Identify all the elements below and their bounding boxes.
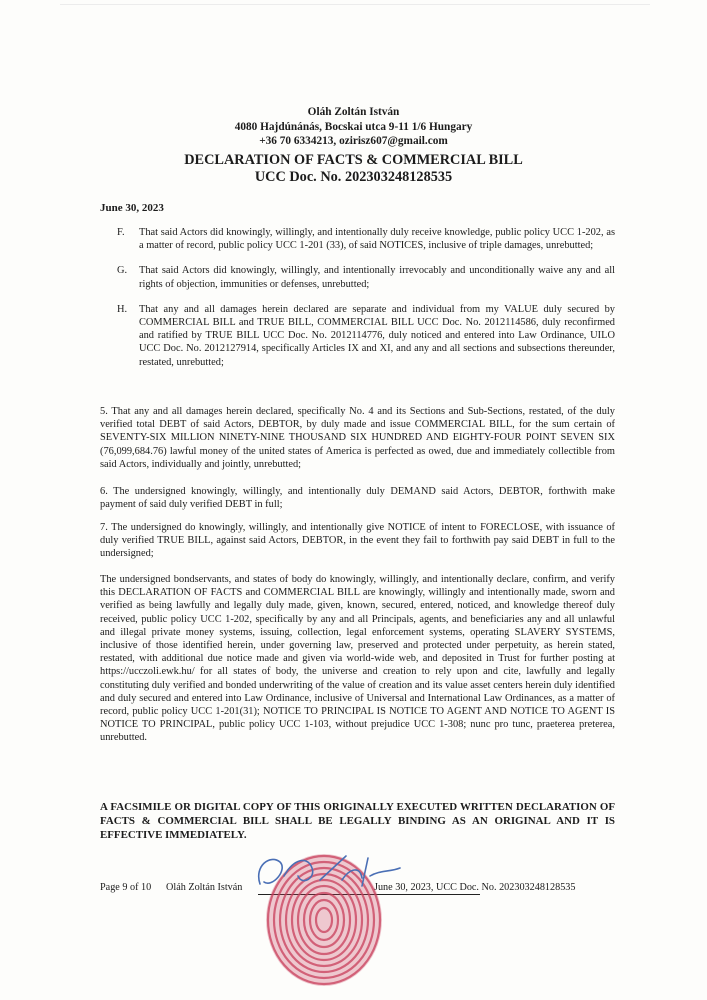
list-item-g — [117, 264, 615, 290]
title-line-2: UCC Doc. No. 202303248128535 — [254, 169, 453, 185]
paragraph-6: 6. The undersigned knowingly, willingly, and intentionally duly DEMAND said Actors, DEBTOR, forthwith make payment of said duly verified DEBT in full; — [100, 486, 615, 511]
sender-header — [0, 105, 707, 149]
item-letter: H. — [117, 303, 128, 315]
item-text: That any and all damages herein declared are separate and individual from my VALUE duly secured by COMMERCIAL BILL and TRUE BILL, COMMERCIAL BILL UCC Doc. No. 2012114586, duly reconfirmed and ratified by TRUE BILL UCC Doc. No. 2012114776, duly noticed and entered into Law Ordinance, UILO UCC Doc. No. 2012127914, specifically Articles IX and XI, and any and all sections and subsections thereunder, restated, unrebutted; — [139, 303, 615, 368]
document-date: June 30, 2023 — [100, 202, 164, 214]
footer-date-doc: June 30, 2023, UCC Doc. No. 202303248128535 — [374, 882, 576, 893]
sender-address: 4080 Hajdúnánás, Bocskai utca 9-11 1/6 Hungary — [234, 120, 473, 133]
list-item-f — [117, 226, 615, 252]
document-title — [0, 152, 707, 186]
paragraph-7: 7. The undersigned do knowingly, willingly, and intentionally give NOTICE of intent to FORECLOSE, with issuance of duly verified TRUE BILL, against said Actors, DEBTOR, in the event they fail to forthwith pay said DEBT in full to the undersigned; — [100, 522, 615, 560]
facsimile-notice: A FACSIMILE OR DIGITAL COPY OF THIS ORIGINALLY EXECUTED WRITTEN DECLARATION OF FACTS & COMMERCIAL BILL SHALL BE LEGALLY BINDING AS AN ORIGINAL AND IT IS EFFECTIVE IMMEDIATELY. — [100, 801, 615, 841]
title-line-1: DECLARATION OF FACTS & COMMERCIAL BILL — [184, 152, 523, 168]
item-letter: G. — [117, 265, 128, 277]
paragraph-declaration: The undersigned bondservants, and states of body do knowingly, willingly, and intentionally declare, confirm, and verify this DECLARATION OF FACTS and COMMERCIAL BILL are knowingly, willingly and intentionally made, sworn and verified as being lawfully and legally duly made, given, known, secured, entered, noticed, and knowledge thereof duly received, public policy UCC 1-202, specifically by any and all Principals, agents, and beneficiaries any and all unlawful and illegal private money systems, issuing, collection, legal enforcement systems, operating SLAVERY SYSTEMS, inclusive of those identified herein, under governing law, preserved and protected under perpetuity, as herein stated, restated, with additional due notice made and given via world-wide web, and deposited in Trust for further posting at https://ucczoli.ewk.hu/ for all states of body, the universe and creation to rely upon and cite, lawfully and legally constituting duly verified and bonded underwriting of the value of creation and its value asset centers herein duly identified and duly secured and entered into Law Ordinance, inclusive of Universal and International Law Ordinances, as a matter of record, public policy UCC 1-201(31); NOTICE TO PRINCIPAL IS NOTICE TO AGENT AND NOTICE TO AGENT IS NOTICE TO PRINCIPAL, public policy UCC 1-103, without prejudice UCC 1-308; nunc pro tunc, praeterea preterea, unrebutted. — [100, 574, 615, 744]
list-item-h — [117, 303, 615, 369]
footer-name: Oláh Zoltán István — [166, 882, 243, 893]
sender-contact: +36 70 6334213, ozirisz607@gmail.com — [259, 135, 448, 147]
page-number: Page 9 of 10 — [100, 882, 152, 893]
signature-icon — [250, 846, 410, 896]
item-letter: F. — [117, 227, 125, 238]
lettered-items — [117, 226, 615, 381]
paragraph-5: 5. That any and all damages herein declared, specifically No. 4 and its Sections and Sub-Sections, restated, of the duly verified total DEBT of said Actors, DEBTOR, by duly made and issue COMMERCIAL BILL, for the sum certain of SEVENTY-SIX MILLION NINETY-NINE THOUSAND SIX HUNDRED AND EIGHTY-FOUR POINT SEVEN SIX (76,099,684.76) lawful money of the united states of America is perfected as owed, due and immediately collectible from said Actors, individually and jointly, unrebutted; — [100, 406, 615, 470]
sender-name: Oláh Zoltán István — [307, 106, 400, 118]
item-text: That said Actors did knowingly, willingly, and intentionally irrevocably and unconditionally waive any and all rights of objection, immunities or defenses, unrebutted; — [139, 265, 615, 290]
scan-artifact-line — [60, 4, 650, 5]
item-text: That said Actors did knowingly, willingly, and intentionally duly receive knowledge, public policy UCC 1-202, as a matter of record, public policy UCC 1-201 (33), of said NOTICES, inclusive of triple damages, unrebutted; — [139, 227, 615, 252]
